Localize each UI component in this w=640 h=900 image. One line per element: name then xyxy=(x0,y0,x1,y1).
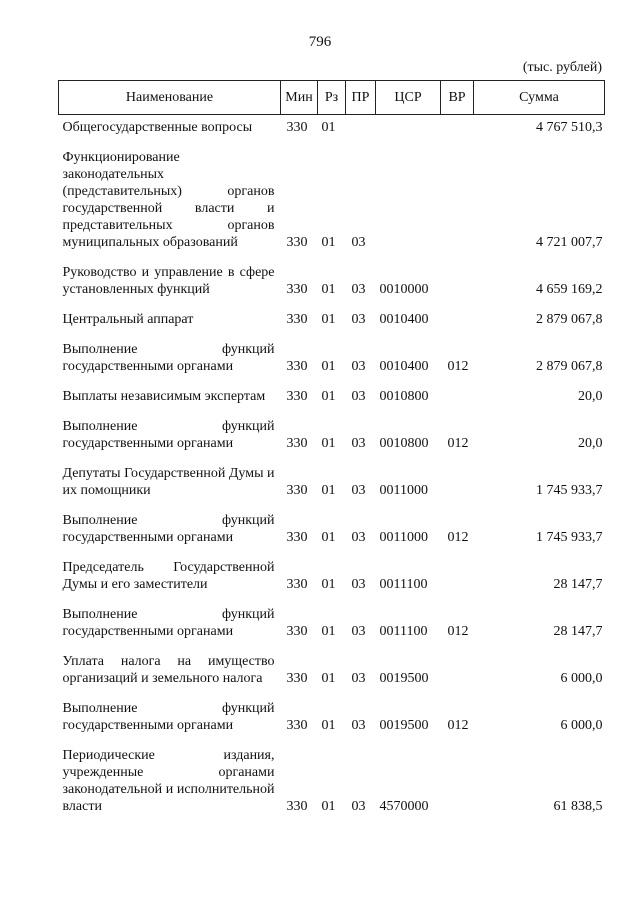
row-sum: 61 838,5 xyxy=(553,799,603,814)
table-row xyxy=(59,328,605,375)
row-vr xyxy=(441,640,474,687)
table-row xyxy=(59,640,605,687)
header-csr: ЦСР xyxy=(376,81,441,115)
row-min: 330 xyxy=(286,436,308,451)
row-sum: 20,0 xyxy=(578,389,603,404)
row-name: Периодические издания, учрежденные органами законодательной и исполнительной власти xyxy=(62,748,275,814)
row-name: Уплата налога на имущество организаций и земельного налога xyxy=(62,654,275,686)
row-min: 330 xyxy=(286,282,308,297)
row-csr: 0019500 xyxy=(379,671,429,686)
row-csr: 0011000 xyxy=(379,530,428,545)
row-rz: 01 xyxy=(321,530,336,545)
row-vr xyxy=(441,375,474,405)
table-row xyxy=(59,452,605,499)
row-name: Руководство и управление в сфере установленных функций xyxy=(62,265,275,297)
header-sum: Сумма xyxy=(474,81,605,115)
row-sum: 4 721 007,7 xyxy=(536,235,603,250)
header-min: Мин xyxy=(281,81,318,115)
row-rz: 01 xyxy=(321,120,336,135)
header-row xyxy=(59,81,605,115)
row-csr: 0010800 xyxy=(379,436,429,451)
row-min: 330 xyxy=(286,799,308,814)
header-vr: ВР xyxy=(441,81,474,115)
row-rz: 01 xyxy=(321,389,336,404)
row-pr: 03 xyxy=(351,282,366,297)
row-name: Выполнение функций государственными органами xyxy=(62,701,275,733)
row-rz: 01 xyxy=(321,718,336,733)
row-sum: 6 000,0 xyxy=(560,671,603,686)
table-row xyxy=(59,546,605,593)
row-name: Функционирование законодательных (представительных) органов государственной власти и представительных органов муниципальных образований xyxy=(62,150,275,250)
row-pr: 03 xyxy=(351,718,366,733)
row-sum: 2 879 067,8 xyxy=(536,312,603,327)
page-number: 796 xyxy=(308,34,332,50)
table-row xyxy=(59,375,605,405)
table-row xyxy=(59,499,605,546)
units-label: (тыс. рублей) xyxy=(522,60,602,75)
row-rz: 01 xyxy=(321,624,336,639)
table-row xyxy=(59,734,605,815)
table-body xyxy=(59,115,605,816)
header-name: Наименование xyxy=(59,81,281,115)
row-rz: 01 xyxy=(321,799,336,814)
row-vr xyxy=(441,546,474,593)
header-pr: ПР xyxy=(346,81,376,115)
budget-table xyxy=(58,80,605,815)
table-row xyxy=(59,298,605,328)
row-pr: 03 xyxy=(351,312,366,327)
row-vr xyxy=(441,115,474,137)
row-csr: 0010000 xyxy=(379,282,429,297)
table-row xyxy=(59,136,605,251)
row-sum: 28 147,7 xyxy=(553,624,603,639)
row-min: 330 xyxy=(286,530,308,545)
row-pr: 03 xyxy=(351,530,366,545)
row-sum: 4 767 510,3 xyxy=(536,120,603,135)
row-rz: 01 xyxy=(321,359,336,374)
row-sum: 4 659 169,2 xyxy=(536,282,603,297)
row-name: Выплаты независимым экспертам xyxy=(62,389,266,404)
row-rz: 01 xyxy=(321,483,336,498)
row-vr xyxy=(441,452,474,499)
row-csr: 0011000 xyxy=(379,483,428,498)
row-min: 330 xyxy=(286,483,308,498)
row-sum: 1 745 933,7 xyxy=(536,483,603,498)
row-min: 330 xyxy=(286,671,308,686)
row-min: 330 xyxy=(286,624,308,639)
row-vr: 012 xyxy=(447,530,469,545)
row-pr: 03 xyxy=(351,235,366,250)
row-name: Выполнение функций государственными органами xyxy=(62,419,275,451)
row-min: 330 xyxy=(286,235,308,250)
row-csr: 0010800 xyxy=(379,389,429,404)
row-csr: 4570000 xyxy=(379,799,429,814)
row-rz: 01 xyxy=(321,235,336,250)
row-csr xyxy=(376,136,441,251)
row-pr: 03 xyxy=(351,359,366,374)
row-vr: 012 xyxy=(447,718,469,733)
row-vr: 012 xyxy=(447,436,469,451)
row-csr: 0010400 xyxy=(379,312,429,327)
row-csr xyxy=(376,115,441,137)
row-csr: 0011100 xyxy=(379,577,428,592)
table-header xyxy=(59,81,605,115)
row-name: Центральный аппарат xyxy=(62,312,194,327)
header-rz: Рз xyxy=(318,81,346,115)
row-pr: 03 xyxy=(351,799,366,814)
row-vr: 012 xyxy=(447,624,469,639)
row-name: Депутаты Государственной Думы и их помощники xyxy=(62,466,275,498)
row-pr: 03 xyxy=(351,436,366,451)
row-pr: 03 xyxy=(351,483,366,498)
row-rz: 01 xyxy=(321,671,336,686)
row-min: 330 xyxy=(286,389,308,404)
row-sum: 6 000,0 xyxy=(560,718,603,733)
row-min: 330 xyxy=(286,577,308,592)
row-sum: 1 745 933,7 xyxy=(536,530,603,545)
row-name: Председатель Государственной Думы и его заместители xyxy=(62,560,275,592)
table-row xyxy=(59,593,605,640)
row-rz: 01 xyxy=(321,577,336,592)
row-pr: 03 xyxy=(351,577,366,592)
row-pr xyxy=(346,115,376,137)
row-min: 330 xyxy=(286,120,308,135)
table-row xyxy=(59,251,605,298)
row-pr: 03 xyxy=(351,624,366,639)
row-sum: 20,0 xyxy=(578,436,603,451)
row-csr: 0011100 xyxy=(379,624,428,639)
row-pr: 03 xyxy=(351,389,366,404)
row-name: Выполнение функций государственными органами xyxy=(62,607,275,639)
row-vr xyxy=(441,136,474,251)
table-row xyxy=(59,687,605,734)
row-rz: 01 xyxy=(321,312,336,327)
table-row xyxy=(59,115,605,137)
row-rz: 01 xyxy=(321,282,336,297)
row-vr xyxy=(441,251,474,298)
row-min: 330 xyxy=(286,312,308,327)
row-min: 330 xyxy=(286,718,308,733)
row-min: 330 xyxy=(286,359,308,374)
row-name: Общегосударственные вопросы xyxy=(62,120,253,135)
row-name: Выполнение функций государственными органами xyxy=(62,342,275,374)
row-vr: 012 xyxy=(447,359,469,374)
row-name: Выполнение функций государственными органами xyxy=(62,513,275,545)
table-row xyxy=(59,405,605,452)
row-csr: 0019500 xyxy=(379,718,429,733)
row-pr: 03 xyxy=(351,671,366,686)
row-sum: 28 147,7 xyxy=(553,577,603,592)
row-csr: 0010400 xyxy=(379,359,429,374)
row-rz: 01 xyxy=(321,436,336,451)
row-vr xyxy=(441,734,474,815)
row-sum: 2 879 067,8 xyxy=(536,359,603,374)
row-vr xyxy=(441,298,474,328)
